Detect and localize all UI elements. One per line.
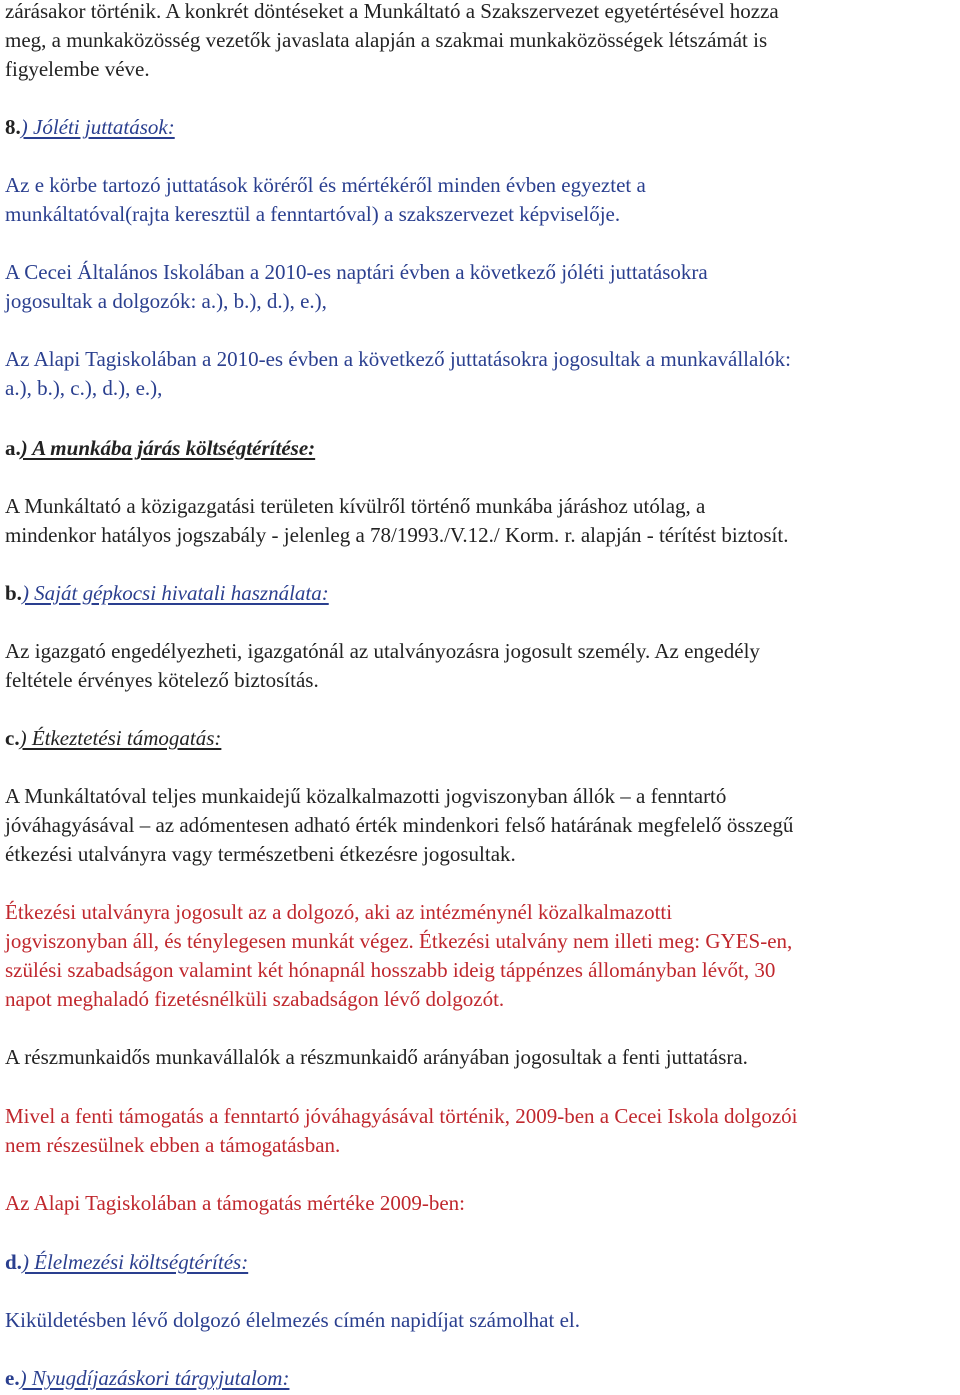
section-a-line-1: A Munkáltató a közigazgatási területen kívülről történő munkába járáshoz utólag, a	[5, 494, 706, 518]
section-d-title: ) Élelmezési költségtérítés:	[21, 1250, 249, 1274]
section-c-red-paragraph-3	[5, 1189, 955, 1218]
section-8-heading	[5, 113, 955, 142]
section-c-red3-line: Az Alapi Tagiskolában a támogatás mértéke 2009-ben:	[5, 1191, 466, 1215]
section-c-number: c.	[5, 726, 20, 750]
section-c-heading	[5, 724, 955, 753]
section-b-line-2: feltétele érvényes kötelező biztosítás.	[5, 668, 319, 692]
section-8-paragraph-1	[5, 171, 955, 229]
section-d-paragraph	[5, 1306, 955, 1335]
section-c-part-time-line: A részmunkaidős munkavállalók a részmunkaidő arányában jogosultak a fenti juttatásra.	[5, 1045, 748, 1069]
section-c-red-line-2: jogviszonyban áll, és ténylegesen munkát végez. Étkezési utalvány nem illeti meg: GYES-en,	[5, 929, 793, 953]
section-c-red2-line-2: nem részesülnek ebben a támogatásban.	[5, 1133, 341, 1157]
section-8-p3-line-2: a.), b.), c.), d.), e.),	[5, 376, 163, 400]
section-8-p2-line-2: jogosultak a dolgozók: a.), b.), d.), e.),	[5, 289, 327, 313]
section-d-line-1: Kiküldetésben lévő dolgozó élelmezés címén napidíjat számolhat el.	[5, 1308, 580, 1332]
section-c-red-line-4: napot meghaladó fizetésnélküli szabadságon lévő dolgozót.	[5, 987, 505, 1011]
section-c-paragraph-1	[5, 782, 955, 869]
section-c-p1-line-2: jóváhagyásával – az adómentesen adható érték mindenkori felső határának megfelelő összegű	[5, 813, 794, 837]
section-e-heading	[5, 1364, 955, 1393]
section-c-red2-line-1: Mivel a fenti támogatás a fenntartó jóváhagyásával történik, 2009-ben a Cecei Iskola dolgozói	[5, 1104, 798, 1128]
section-b-paragraph	[5, 637, 955, 695]
section-c-part-time	[5, 1043, 955, 1072]
section-b-heading	[5, 579, 955, 608]
section-c-p1-line-1: A Munkáltatóval teljes munkaidejű közalkalmazotti jogviszonyban állók – a fenntartó	[5, 784, 727, 808]
section-c-red-line-1: Étkezési utalványra jogosult az a dolgozó, aki az intézménynél közalkalmazotti	[5, 900, 673, 924]
section-c-red-line-3: szülési szabadságon valamint két hónapnál hosszabb ideig táppénzes állományban lévőt, 30	[5, 958, 776, 982]
section-8-p1-line-1: Az e körbe tartozó juttatások köréről és mértékéről minden évben egyeztet a	[5, 173, 646, 197]
section-8-p3-line-1: Az Alapi Tagiskolában a 2010-es évben a következő juttatásokra jogosultak a munkavállalók:	[5, 347, 792, 371]
section-8-title: ) Jóléti juttatások:	[20, 115, 175, 139]
section-b-title: ) Saját gépkocsi hivatali használata:	[21, 581, 329, 605]
section-b-line-1: Az igazgató engedélyezheti, igazgatónál az utalványozásra jogosult személy. Az engedély	[5, 639, 760, 663]
section-c-red-paragraph-2	[5, 1102, 955, 1160]
intro-paragraph	[5, 0, 955, 84]
section-c-p1-line-3: étkezési utalványra vagy természetbeni étkezésre jogosultak.	[5, 842, 516, 866]
section-8-paragraph-3	[5, 345, 955, 403]
section-a-line-2: mindenkor hatályos jogszabály - jelenleg a 78/1993./V.12./ Korm. r. alapján - térítést biztosít.	[5, 523, 789, 547]
section-a-paragraph	[5, 492, 955, 550]
section-8-p2-line-1: A Cecei Általános Iskolában a 2010-es naptári évben a következő jóléti juttatásokra	[5, 260, 708, 284]
section-e-number: e.	[5, 1366, 20, 1390]
section-b-number: b.	[5, 581, 22, 605]
intro-line-3: figyelembe véve.	[5, 57, 150, 81]
section-c-title: ) Étkeztetési támogatás:	[19, 726, 222, 750]
section-d-heading	[5, 1248, 955, 1277]
section-e-title: ) Nyugdíjazáskori tárgyjutalom:	[19, 1366, 290, 1390]
section-d-number: d.	[5, 1250, 22, 1274]
section-8-paragraph-2	[5, 258, 955, 316]
intro-line-2: meg, a munkaközösség vezetők javaslata alapján a szakmai munkaközösségek létszámát is	[5, 28, 768, 52]
section-8-p1-line-2: munkáltatóval(rajta keresztül a fenntartóval) a szakszervezet képviselője.	[5, 202, 621, 226]
intro-line-1: zárásakor történik. A konkrét döntéseket a Munkáltató a Szakszervezet egyetértésével hozza	[5, 0, 779, 23]
section-a-title: ) A munkába járás költségtérítése:	[20, 436, 316, 460]
section-8-number: 8.	[5, 115, 21, 139]
section-a-heading	[5, 434, 955, 463]
section-a-number: a.	[5, 436, 21, 460]
section-c-red-paragraph	[5, 898, 955, 1014]
